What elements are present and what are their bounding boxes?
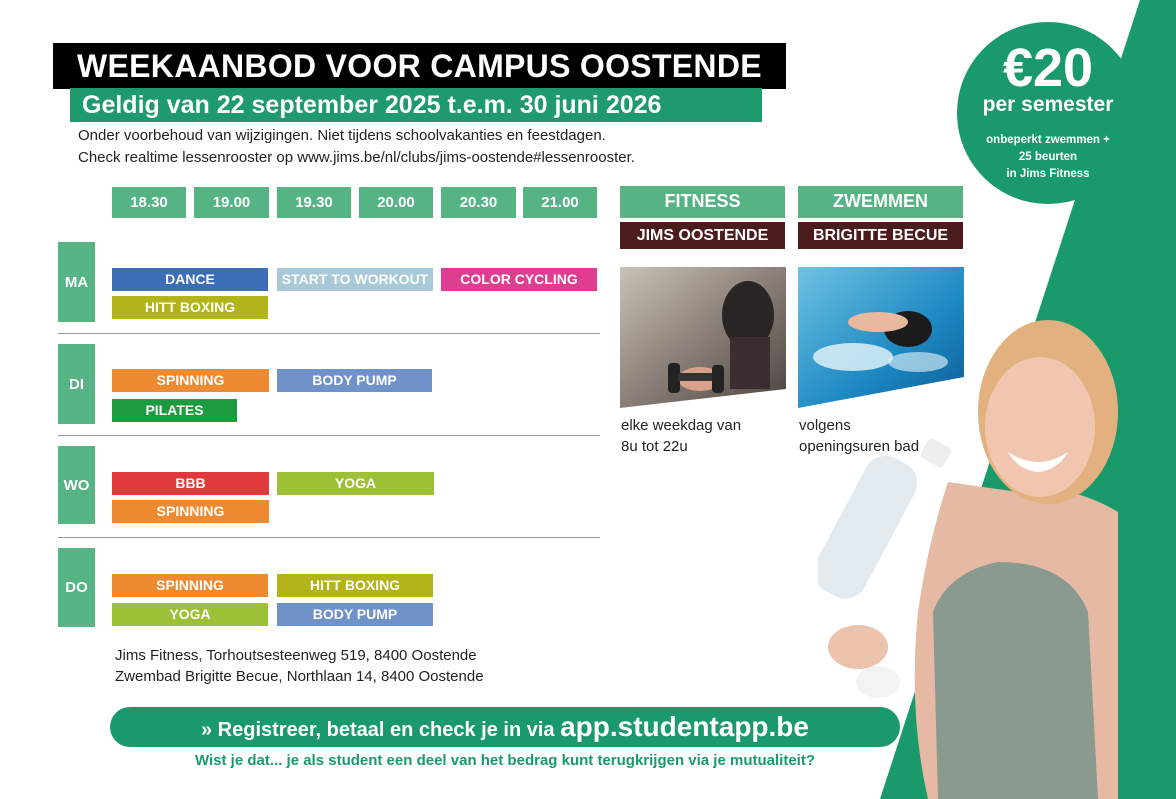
class-yoga: YOGA bbox=[112, 603, 268, 626]
day-divider bbox=[58, 537, 600, 538]
class-color-cycling: COLOR CYCLING bbox=[441, 268, 597, 291]
time-header: 21.00 bbox=[523, 187, 597, 218]
price-value: €20 bbox=[1002, 38, 1094, 98]
day-label-monday: MA bbox=[58, 242, 95, 322]
class-spinning: SPINNING bbox=[112, 574, 268, 597]
class-yoga: YOGA bbox=[277, 472, 434, 495]
fitness-heading: FITNESS bbox=[620, 186, 785, 218]
class-hitt-boxing: HITT BOXING bbox=[277, 574, 433, 597]
class-hitt-boxing: HITT BOXING bbox=[112, 296, 268, 319]
addresses bbox=[115, 645, 484, 687]
day-label-tuesday: DI bbox=[58, 344, 95, 424]
class-pilates: PILATES bbox=[112, 399, 237, 422]
mutuality-note: Wist je dat... je als student een deel van het bedrag kunt terugkrijgen via je mutualiteit? bbox=[194, 752, 815, 769]
fitness-address: Jims Fitness, Torhoutsesteenweg 519, 8400 Oostende bbox=[115, 647, 477, 664]
class-bbb: BBB bbox=[112, 472, 269, 495]
disclaimer-text: Onder voorbehoud van wijzigingen. Niet tijdens schoolvakanties en feestdagen. bbox=[78, 127, 606, 144]
swimming-hours-line2: openingsuren bad bbox=[799, 438, 920, 455]
pool-address: Zwembad Brigitte Becue, Northlaan 14, 8400 Oostende bbox=[115, 668, 484, 685]
offer-line3: in Jims Fitness bbox=[1006, 168, 1090, 180]
fitness-photo bbox=[620, 267, 786, 408]
fitness-hours bbox=[621, 415, 741, 457]
price-badge bbox=[957, 22, 1139, 204]
time-header: 19.30 bbox=[277, 187, 351, 218]
register-cta-button[interactable] bbox=[110, 707, 900, 747]
time-header: 20.00 bbox=[359, 187, 433, 218]
day-divider bbox=[58, 435, 600, 436]
offer-line1: onbeperkt zwemmen + bbox=[986, 134, 1110, 146]
day-divider bbox=[58, 333, 600, 334]
class-spinning: SPINNING bbox=[112, 500, 269, 523]
swimming-heading: ZWEMMEN bbox=[798, 186, 963, 218]
validity-banner: Geldig van 22 september 2025 t.e.m. 30 juni 2026 bbox=[70, 88, 762, 122]
swimming-location: BRIGITTE BECUE bbox=[798, 222, 963, 249]
cta-text: » Registreer, betaal en check je in via bbox=[201, 719, 555, 741]
class-start-to-workout: START TO WORKOUT bbox=[277, 268, 433, 291]
schedule-link-text[interactable]: Check realtime lessenrooster op www.jims.be/nl/clubs/jims-oostende#lessenrooster. bbox=[78, 149, 635, 166]
offer-line2: 25 beurten bbox=[1018, 151, 1078, 163]
time-header: 20.30 bbox=[441, 187, 516, 218]
offer-details bbox=[967, 132, 1129, 183]
price-period: per semester bbox=[982, 93, 1114, 116]
time-header: 18.30 bbox=[112, 187, 186, 218]
page-title: WEEKAANBOD VOOR CAMPUS OOSTENDE bbox=[53, 43, 786, 89]
cta-link[interactable]: app.studentapp.be bbox=[560, 711, 809, 742]
day-label-wednesday: WO bbox=[58, 446, 95, 524]
day-label-thursday: DO bbox=[58, 548, 95, 627]
fitness-hours-line1: elke weekdag van bbox=[621, 417, 742, 434]
class-spinning: SPINNING bbox=[112, 369, 269, 392]
time-header: 19.00 bbox=[194, 187, 269, 218]
class-body-pump: BODY PUMP bbox=[277, 603, 433, 626]
class-body-pump: BODY PUMP bbox=[277, 369, 432, 392]
swimming-hours-line1: volgens bbox=[799, 417, 851, 434]
class-dance: DANCE bbox=[112, 268, 268, 291]
fitness-location: JIMS OOSTENDE bbox=[620, 222, 785, 249]
fitness-hours-line2: 8u tot 22u bbox=[621, 438, 688, 455]
